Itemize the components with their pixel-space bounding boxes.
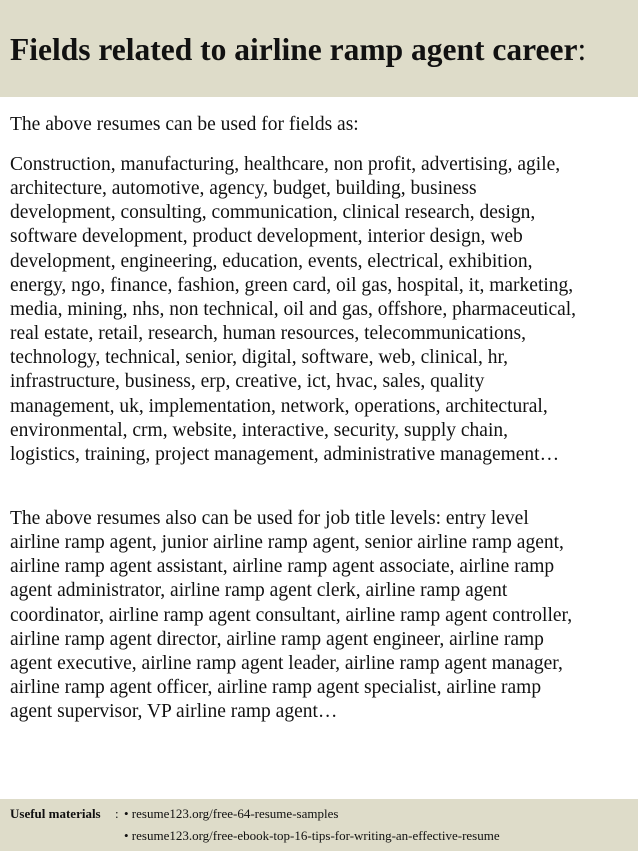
useful-materials-label: Useful materials xyxy=(10,806,101,821)
fields-line: Construction, manufacturing, healthcare, non profit, advertising, agile, xyxy=(10,154,561,175)
fields-line: energy, ngo, finance, fashion, green card, oil gas, hospital, it, marketing, xyxy=(10,274,574,296)
fields-line: logistics, training, project management, administrative management… xyxy=(10,443,560,465)
job-levels-paragraph xyxy=(10,507,635,724)
fields-line: development, engineering, education, events, electrical, exhibition, xyxy=(10,250,533,272)
page-title xyxy=(10,32,586,68)
fields-line: infrastructure, business, erp, creative, ict, hvac, sales, quality xyxy=(10,371,485,393)
job-levels-line: The above resumes also can be used for job title levels: entry level xyxy=(10,508,529,529)
resume-samples-link[interactable]: • resume123.org/free-64-resume-samples xyxy=(124,806,339,821)
fields-line: media, mining, nhs, non technical, oil and gas, offshore, pharmaceutical, xyxy=(10,298,577,320)
fields-line: software development, product development, interior design, web xyxy=(10,226,523,248)
fields-line: development, consulting, communication, clinical research, design, xyxy=(10,202,536,224)
job-levels-line: airline ramp agent officer, airline ramp agent specialist, airline ramp xyxy=(10,677,542,699)
footer-banner xyxy=(0,799,638,851)
fields-intro: The above resumes can be used for fields as: xyxy=(10,114,359,135)
job-levels-line: airline ramp agent director, airline ramp agent engineer, airline ramp xyxy=(10,628,544,650)
fields-line: technology, technical, senior, digital, software, web, clinical, hr, xyxy=(10,347,509,369)
fields-line: environmental, crm, website, interactive, security, supply chain, xyxy=(10,419,508,441)
job-levels-line: airline ramp agent assistant, airline ramp agent associate, airline ramp xyxy=(10,556,555,578)
fields-line: management, uk, implementation, network, operations, architectural, xyxy=(10,395,548,417)
useful-materials-colon: : xyxy=(115,806,119,821)
job-levels-line: airline ramp agent, junior airline ramp agent, senior airline ramp agent, xyxy=(10,532,564,554)
fields-paragraph xyxy=(10,153,635,467)
job-levels-line: agent executive, airline ramp agent leader, airline ramp agent manager, xyxy=(10,652,563,674)
header-banner xyxy=(0,0,638,97)
fields-line: architecture, automotive, agency, budget, building, business xyxy=(10,178,477,200)
job-levels-line: agent supervisor, VP airline ramp agent… xyxy=(10,701,338,723)
job-levels-line: coordinator, airline ramp agent consultant, airline ramp agent controller, xyxy=(10,604,573,626)
resume-tips-ebook-link[interactable]: • resume123.org/free-ebook-top-16-tips-for-writing-an-effective-resume xyxy=(124,828,500,843)
page-title-text: Fields related to airline ramp agent career xyxy=(10,32,578,67)
fields-line: real estate, retail, research, human resources, telecommunications, xyxy=(10,323,526,345)
job-levels-line: agent administrator, airline ramp agent clerk, airline ramp agent xyxy=(10,580,508,602)
page-title-colon: : xyxy=(577,32,587,67)
